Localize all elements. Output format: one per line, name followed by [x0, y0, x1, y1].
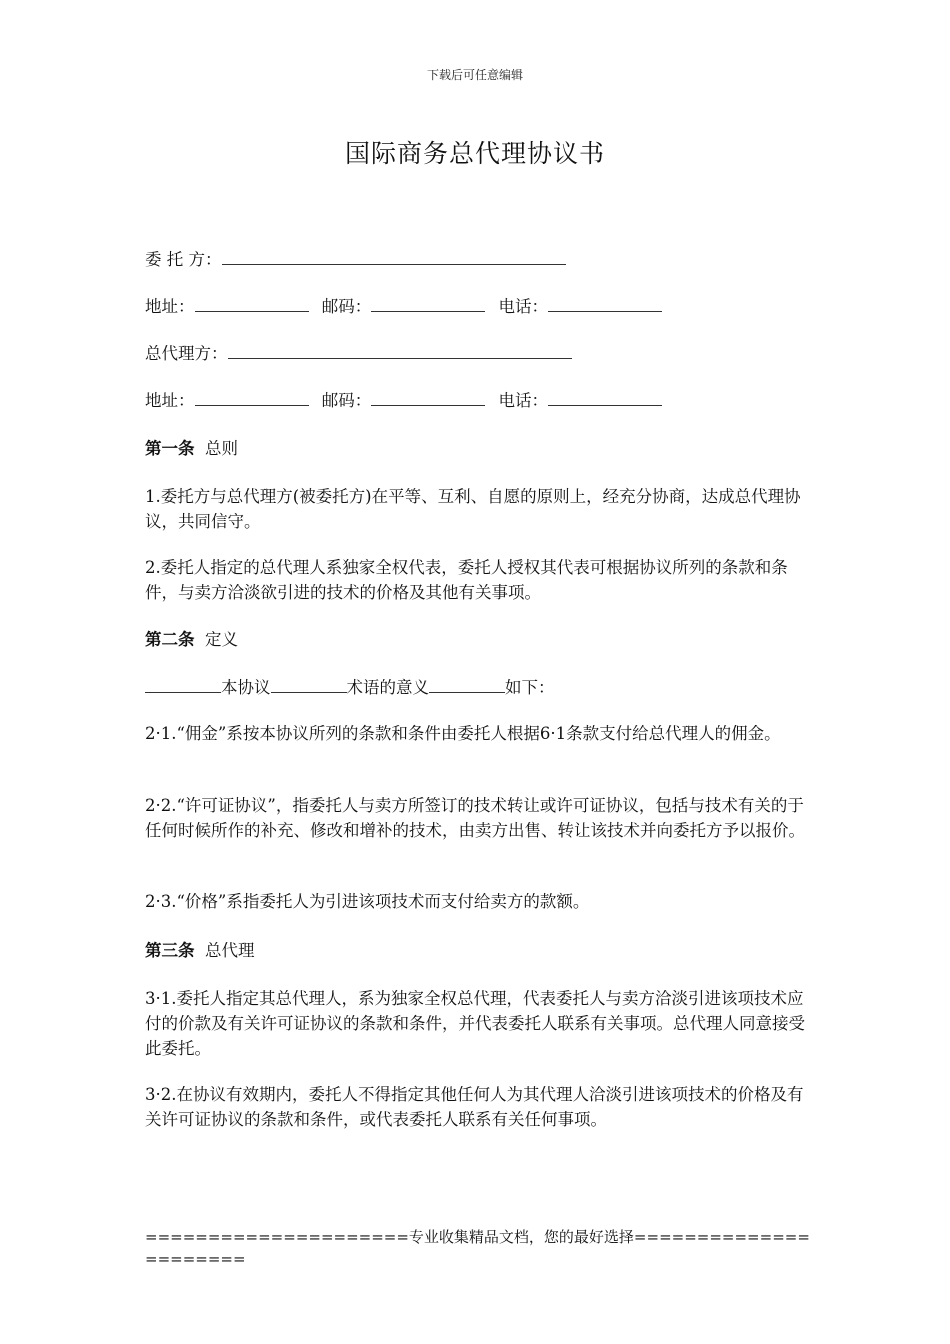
party-a-contact-row [145, 294, 662, 319]
party-a-row [145, 247, 566, 272]
party-a-label: 委 托 方： [145, 250, 222, 269]
clause-1-1: 1.委托方与总代理方(被委托方)在平等、互利、自愿的原则上，经充分协商，达成总代理协议，共同信守。 [145, 487, 801, 531]
postcode-label: 邮码： [321, 297, 372, 316]
address-blank [195, 391, 309, 406]
definition-text-a: 本协议 [221, 678, 271, 697]
definition-text-c: 如下： [505, 678, 555, 697]
postcode-blank [371, 297, 485, 312]
party-b-row [145, 341, 572, 366]
phone-blank [548, 391, 662, 406]
postcode-blank [371, 391, 485, 406]
party-b-blank [228, 344, 572, 359]
article-2-title: 定义 [205, 630, 238, 649]
clause-1-2: 2.委托人指定的总代理人系独家全权代表，委托人授权其代表可根据协议所列的条款和条件，与卖方洽淡欲引进的技术的价格及其他有关事项。 [145, 558, 788, 602]
party-b-label: 总代理方： [145, 344, 228, 363]
clause-2-2: 2·2.“许可证协议”，指委托人与卖方所签订的技术转让或许可证协议，包括与技术有关的于任何时候所作的补充、修改和增补的技术，由卖方出售、转让该技术并向委托方予以报价。 [145, 796, 805, 840]
article-1-number: 第一条 [145, 439, 195, 458]
article-3-number: 第三条 [145, 941, 195, 960]
document-title: 国际商务总代理协议书 [344, 139, 605, 168]
definition-text-b: 术语的意义 [346, 678, 429, 697]
phone-blank [548, 297, 662, 312]
article-1-heading [145, 436, 238, 461]
definition-blank [145, 678, 221, 693]
header-note: 下载后可任意编辑 [426, 68, 523, 82]
clause-2-1: 2·1.“佣金”系按本协议所列的条款和条件由委托人根据6·1条款支付给总代理人的佣金。 [145, 724, 781, 743]
phone-label: 电话： [498, 297, 548, 316]
definition-intro [145, 675, 555, 700]
address-label: 地址： [145, 297, 195, 316]
clause-3-1: 3·1.委托人指定其总代理人，系为独家全权总代理，代表委托人与卖方洽淡引进该项技术应付的价款及有关许可证协议的条款和条件，并代表委托人联系有关事项。总代理人同意接受此委托。 [145, 989, 805, 1058]
address-blank [195, 297, 309, 312]
article-2-heading [145, 627, 238, 652]
clause-3-2: 3·2.在协议有效期内，委托人不得指定其他任何人为其代理人洽淡引进该项技术的价格及有关许可证协议的条款和条件，或代表委托人联系有关任何事项。 [145, 1085, 804, 1129]
definition-blank [271, 678, 347, 693]
postcode-label: 邮码： [321, 391, 372, 410]
article-3-title: 总代理 [205, 941, 255, 960]
article-1-title: 总则 [205, 439, 238, 458]
address-label: 地址： [145, 391, 195, 410]
phone-label: 电话： [498, 391, 548, 410]
party-b-contact-row [145, 388, 662, 413]
article-3-heading [145, 938, 255, 963]
party-a-blank [222, 250, 566, 265]
article-2-number: 第二条 [145, 630, 195, 649]
footer-banner: =====================专业收集精品文档，您的最好选择====================== [145, 1228, 810, 1268]
clause-2-3: 2·3.“价格”系指委托人为引进该项技术而支付给卖方的款额。 [145, 892, 590, 911]
definition-blank [429, 678, 505, 693]
